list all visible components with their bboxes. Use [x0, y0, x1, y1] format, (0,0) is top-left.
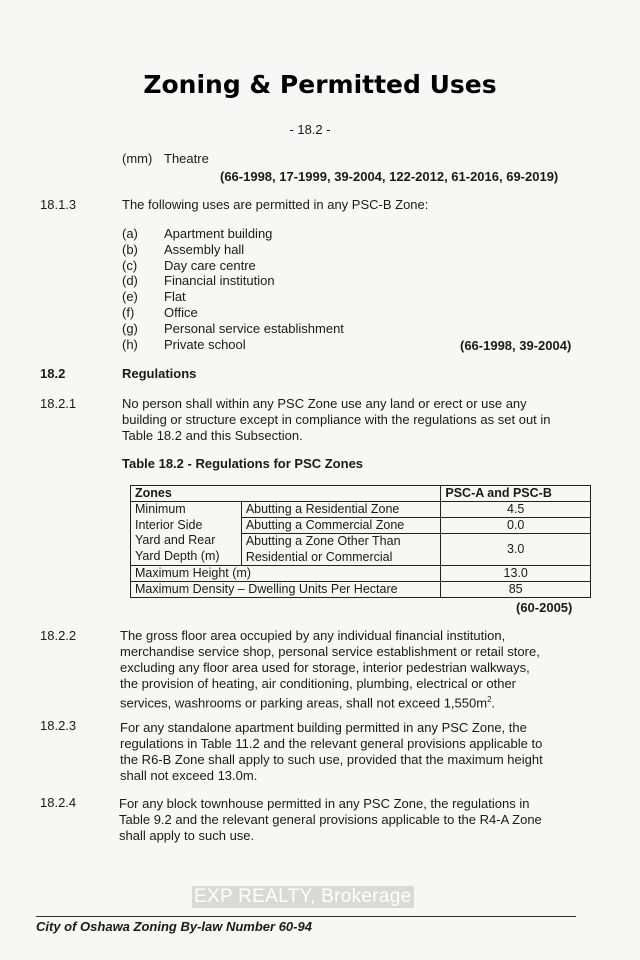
list-item-label: (mm) [122, 151, 153, 166]
superscript: 2 [487, 695, 492, 704]
line-text: . [491, 695, 496, 711]
amendment-note: (60-2005) [516, 600, 573, 615]
list-item [122, 305, 582, 321]
table-cell: Maximum Density – Dwelling Units Per Hectare [131, 582, 441, 598]
list-item-label: (h) [122, 336, 138, 352]
list-item-text: Flat [164, 289, 186, 305]
table-cell-value: 4.5 [441, 502, 591, 518]
page-footer: City of Oshawa Zoning By-law Number 60-94 [36, 919, 312, 934]
list-item-text: Apartment building [164, 226, 273, 241]
section-paragraph [120, 720, 580, 784]
list-item-label: (e) [122, 289, 138, 305]
paragraph-line: the provision of heating, air conditioning, plumbing, electrical or other [120, 676, 517, 691]
section-number: 18.2.2 [40, 628, 77, 643]
section-number: 18.2.4 [40, 795, 77, 810]
section-number: 18.1.3 [40, 197, 77, 212]
list-item-text: Personal service establishment [164, 320, 344, 336]
paragraph-line: Table 9.2 and the relevant general provisions applicable to the R4-A Zone [119, 812, 542, 827]
table-cell-value: 0.0 [441, 518, 591, 534]
yard-label-line: Yard Depth (m) [135, 548, 220, 563]
brokerage-watermark: EXP REALTY, Brokerage [194, 886, 412, 907]
list-item-label: (b) [122, 241, 138, 257]
list-item-label: (f) [122, 304, 135, 320]
permitted-uses-list [122, 226, 582, 352]
list-item [122, 321, 582, 337]
table-caption: Table 18.2 - Regulations for PSC Zones [122, 456, 364, 471]
paragraph-line: excluding any floor area used for storage, interior pedestrian walkways, [120, 660, 530, 675]
list-item [122, 258, 582, 274]
list-item-label: (c) [122, 257, 138, 273]
list-item [122, 242, 582, 258]
list-item-label: (a) [122, 226, 138, 241]
paragraph-line: For any block townhouse permitted in any PSC Zone, the regulations in [119, 796, 530, 811]
section-number: 18.2.1 [40, 396, 77, 411]
table-header-zones: Zones [131, 486, 441, 502]
table-header-row [131, 486, 591, 502]
table-cell: Abutting a Commercial Zone [241, 518, 441, 534]
section-number: 18.2.3 [40, 718, 77, 733]
section-number: 18.2 [40, 366, 66, 381]
amendment-note: (66-1998, 39-2004) [460, 338, 572, 353]
regulations-table [130, 485, 591, 598]
paragraph-line: merchandise service shop, personal service establishment or retail store, [120, 644, 540, 659]
table-row [131, 582, 591, 598]
table-cell [241, 534, 441, 566]
list-item-text: Theatre [164, 151, 209, 166]
cell-line: Residential or Commercial [245, 549, 393, 564]
list-item-text: Office [164, 304, 198, 320]
table-cell-value: 13.0 [441, 566, 591, 582]
table-header-psc: PSC-A and PSC-B [441, 486, 591, 502]
paragraph-line: For any standalone apartment building permitted in any PSC Zone, the [120, 720, 527, 735]
list-item-label: (d) [122, 273, 138, 289]
paragraph-line: The gross floor area occupied by any individual financial institution, [120, 628, 506, 643]
list-item-text: Assembly hall [164, 241, 245, 257]
list-item-text: Day care centre [164, 257, 256, 273]
page-number: - 18.2 - [289, 122, 331, 137]
line-text: services, washrooms or parking areas, shall not exceed 1,550m [120, 695, 488, 711]
section-paragraph [122, 396, 582, 444]
table-row [131, 566, 591, 582]
cell-line: Abutting a Zone Other Than [245, 534, 401, 548]
paragraph-line: the R6-B Zone shall apply to such use, provided that the maximum height [120, 752, 543, 767]
paragraph-line: regulations in Table 11.2 and the relevant general provisions applicable to [120, 736, 543, 751]
list-item [122, 273, 582, 289]
list-item-text: Private school [164, 336, 246, 352]
section-intro: The following uses are permitted in any PSC-B Zone: [122, 197, 429, 212]
paragraph-line: shall not exceed 13.0m. [120, 768, 258, 783]
footer-divider [36, 916, 576, 917]
paragraph-line: No person shall within any PSC Zone use any land or erect or use any [122, 396, 527, 411]
paragraph-line: building or structure except in compliance with the regulations as set out in [122, 412, 551, 427]
section-heading: Regulations [122, 366, 197, 381]
table-cell: Maximum Height (m) [131, 566, 441, 582]
list-item [122, 289, 582, 305]
table-cell: Abutting a Residential Zone [241, 502, 441, 518]
section-paragraph [120, 628, 580, 711]
yard-label-line: Yard and Rear [135, 533, 216, 547]
yard-label-line: Interior Side [135, 517, 203, 532]
paragraph-line: Table 18.2 and this Subsection. [122, 428, 303, 443]
yard-depth-label [131, 502, 242, 566]
table-cell-value: 85 [441, 582, 591, 598]
amendment-note: (66-1998, 17-1999, 39-2004, 122-2012, 61-2016, 69-2019) [220, 169, 559, 184]
page-title: Zoning & Permitted Uses [143, 70, 497, 99]
yard-label-line: Minimum [135, 502, 186, 516]
table-row [131, 502, 591, 518]
list-item [122, 226, 582, 242]
list-item-label: (g) [122, 320, 138, 336]
section-paragraph [119, 796, 579, 844]
paragraph-line: shall apply to such use. [119, 828, 255, 843]
paragraph-line [120, 692, 580, 711]
table-cell-value: 3.0 [441, 534, 591, 566]
list-item-text: Financial institution [164, 273, 275, 289]
